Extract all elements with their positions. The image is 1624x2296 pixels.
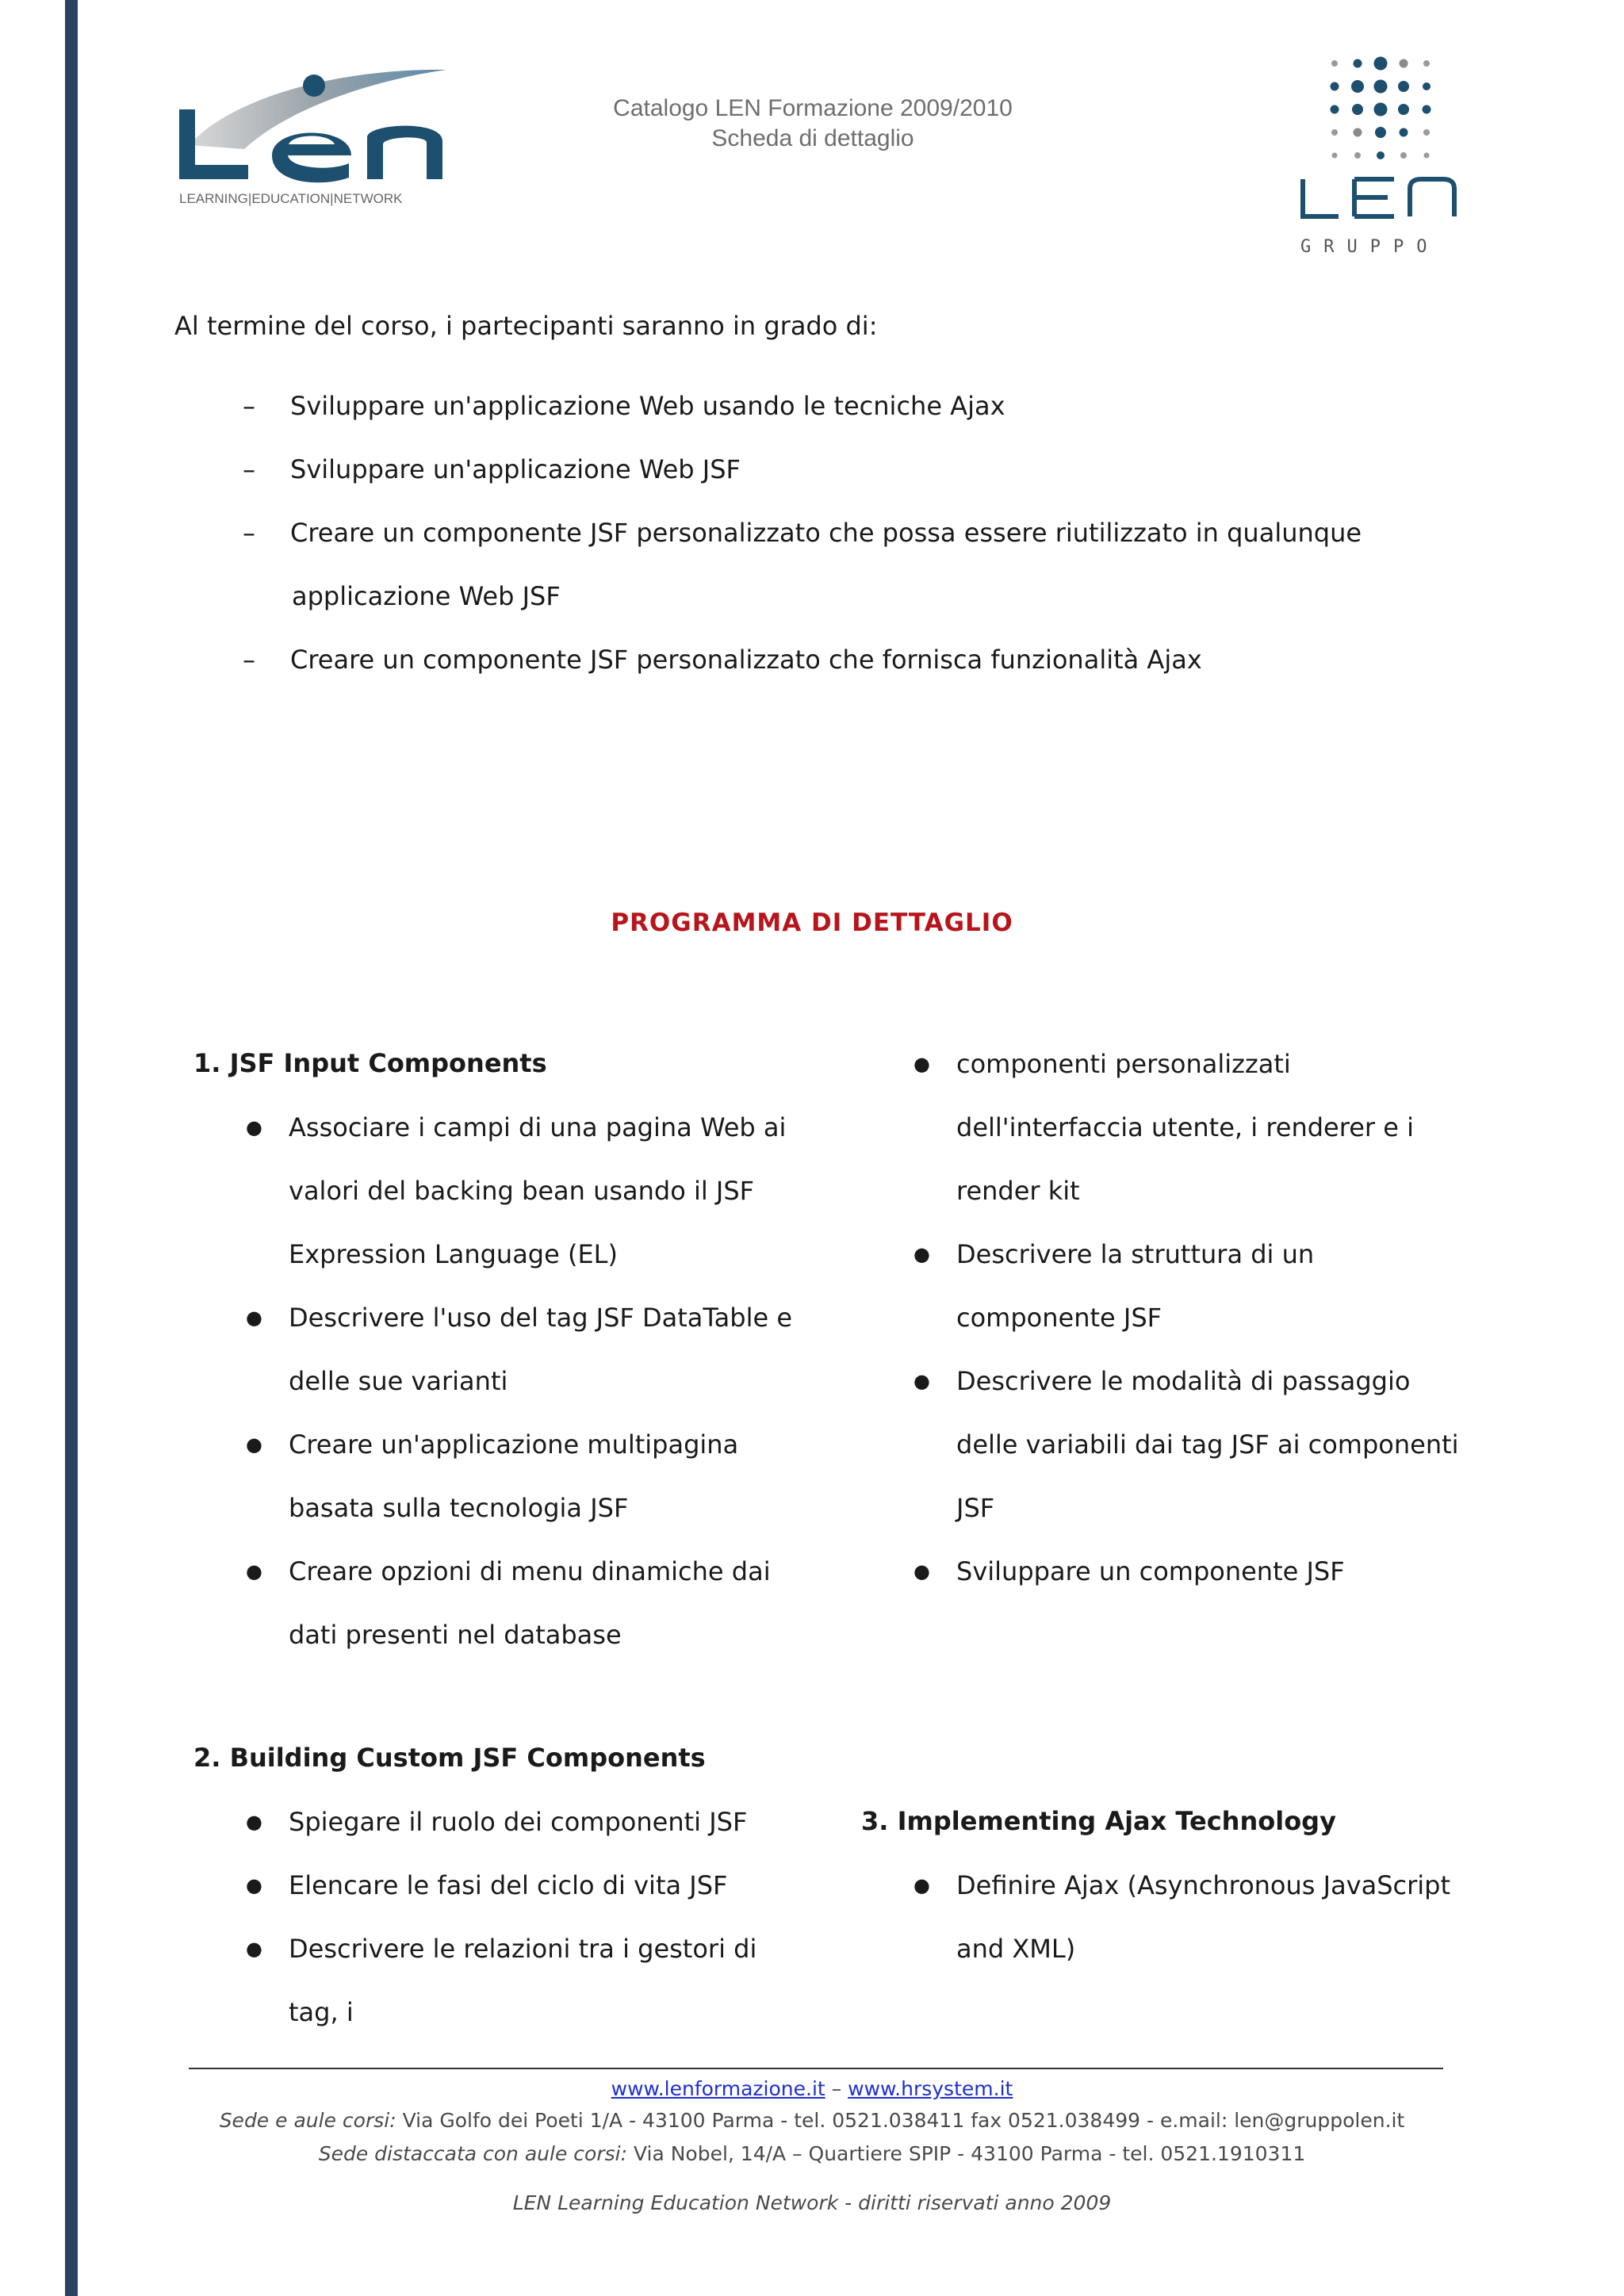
- list-item: dati presenti nel database: [289, 1620, 622, 1650]
- list-item: delle sue varianti: [289, 1366, 508, 1396]
- list-item: ● Associare i campi di una pagina Web ai: [246, 1112, 787, 1142]
- footer-copyright: LEN Learning Education Network - diritti riservati anno 2009: [512, 2191, 1112, 2214]
- list-item: ● Creare opzioni di menu dinamiche dai: [246, 1556, 771, 1586]
- list-item: ● Descrivere le modalità di passaggio: [914, 1366, 1411, 1396]
- footer-divider: [189, 2068, 1443, 2069]
- intro-lead: Al termine del corso, i partecipanti saranno in grado di:: [174, 311, 878, 341]
- lenformazione-link[interactable]: www.lenformazione.it: [611, 2077, 825, 2100]
- svg-text:GRUPPO: GRUPPO: [1300, 237, 1440, 256]
- svg-text:LEARNING|EDUCATION|NETWORK: LEARNING|EDUCATION|NETWORK: [179, 191, 403, 206]
- section2-list: [241, 1790, 812, 2044]
- footer-address-main: Sede e aule corsi: Via Golfo dei Poeti 1/A - 43100 Parma - tel. 0521.038411 fax 0521.038499 - e.mail: len@gruppolen.it: [219, 2109, 1405, 2132]
- list-item: and XML): [956, 1934, 1076, 1964]
- section-title: 3. Implementing Ajax Technology: [861, 1806, 1336, 1836]
- section2-continued-list: [909, 1032, 1480, 1603]
- catalog-title: Catalogo LEN Formazione 2009/2010: [613, 95, 1013, 121]
- list-item: valori del backing bean usando il JSF: [289, 1176, 755, 1206]
- footer-links: www.lenformazione.it – www.hrsystem.it: [611, 2077, 1013, 2100]
- len-logo: [173, 62, 458, 209]
- list-item: – Sviluppare un'applicazione Web JSF: [243, 454, 741, 484]
- list-item: ● Elencare le fasi del ciclo di vita JSF: [246, 1870, 728, 1900]
- list-item: – Sviluppare un'applicazione Web usando le tecniche Ajax: [243, 391, 1005, 421]
- objectives-list: [238, 374, 1450, 691]
- page-left-border: [65, 0, 78, 2296]
- catalog-subtitle: Scheda di dettaglio: [711, 125, 914, 151]
- list-item: Expression Language (EL): [289, 1239, 618, 1269]
- len-gruppo-logo: [1293, 54, 1475, 256]
- section-title: 2. Building Custom JSF Components: [193, 1743, 706, 1773]
- list-item: – Creare un componente JSF personalizzato che possa essere riutilizzato in qualunque: [243, 518, 1362, 548]
- list-item: ● Descrivere le relazioni tra i gestori di: [246, 1934, 757, 1964]
- list-item: basata sulla tecnologia JSF: [289, 1493, 629, 1523]
- list-item: componente JSF: [956, 1303, 1162, 1333]
- list-item: delle variabili dai tag JSF ai componenti: [956, 1429, 1459, 1460]
- hrsystem-link[interactable]: www.hrsystem.it: [848, 2077, 1013, 2100]
- list-item: ● Descrivere l'uso del tag JSF DataTable e: [246, 1303, 793, 1333]
- program-title: PROGRAMMA DI DETTAGLIO: [611, 909, 1013, 937]
- section1-list: [241, 1096, 812, 1667]
- list-item: render kit: [956, 1176, 1080, 1206]
- section-title: 1. JSF Input Components: [193, 1048, 547, 1078]
- list-item: ● Creare un'applicazione multipagina: [246, 1429, 739, 1460]
- footer-address-branch: Sede distaccata con aule corsi: Via Nobel, 14/A – Quartiere SPIP - 43100 Parma - tel. 0521.1910311: [318, 2142, 1306, 2165]
- list-item: dell'interfaccia utente, i renderer e i: [956, 1112, 1414, 1142]
- list-item: ● Descrivere la struttura di un: [914, 1239, 1315, 1269]
- section3-list: [909, 1854, 1480, 1980]
- list-item: – Creare un componente JSF personalizzato che fornisca funzionalità Ajax: [243, 645, 1202, 675]
- list-item: ● Spiegare il ruolo dei componenti JSF: [246, 1807, 748, 1837]
- list-item: ● Definire Ajax (Asynchronous JavaScript: [914, 1870, 1451, 1900]
- list-item: tag, i: [289, 1997, 354, 2027]
- list-item: ● Sviluppare un componente JSF: [914, 1556, 1345, 1586]
- list-item: applicazione Web JSF: [292, 581, 561, 611]
- catalog-heading: [555, 94, 1071, 154]
- list-item: ● componenti personalizzati: [914, 1049, 1291, 1079]
- list-item: JSF: [956, 1493, 995, 1523]
